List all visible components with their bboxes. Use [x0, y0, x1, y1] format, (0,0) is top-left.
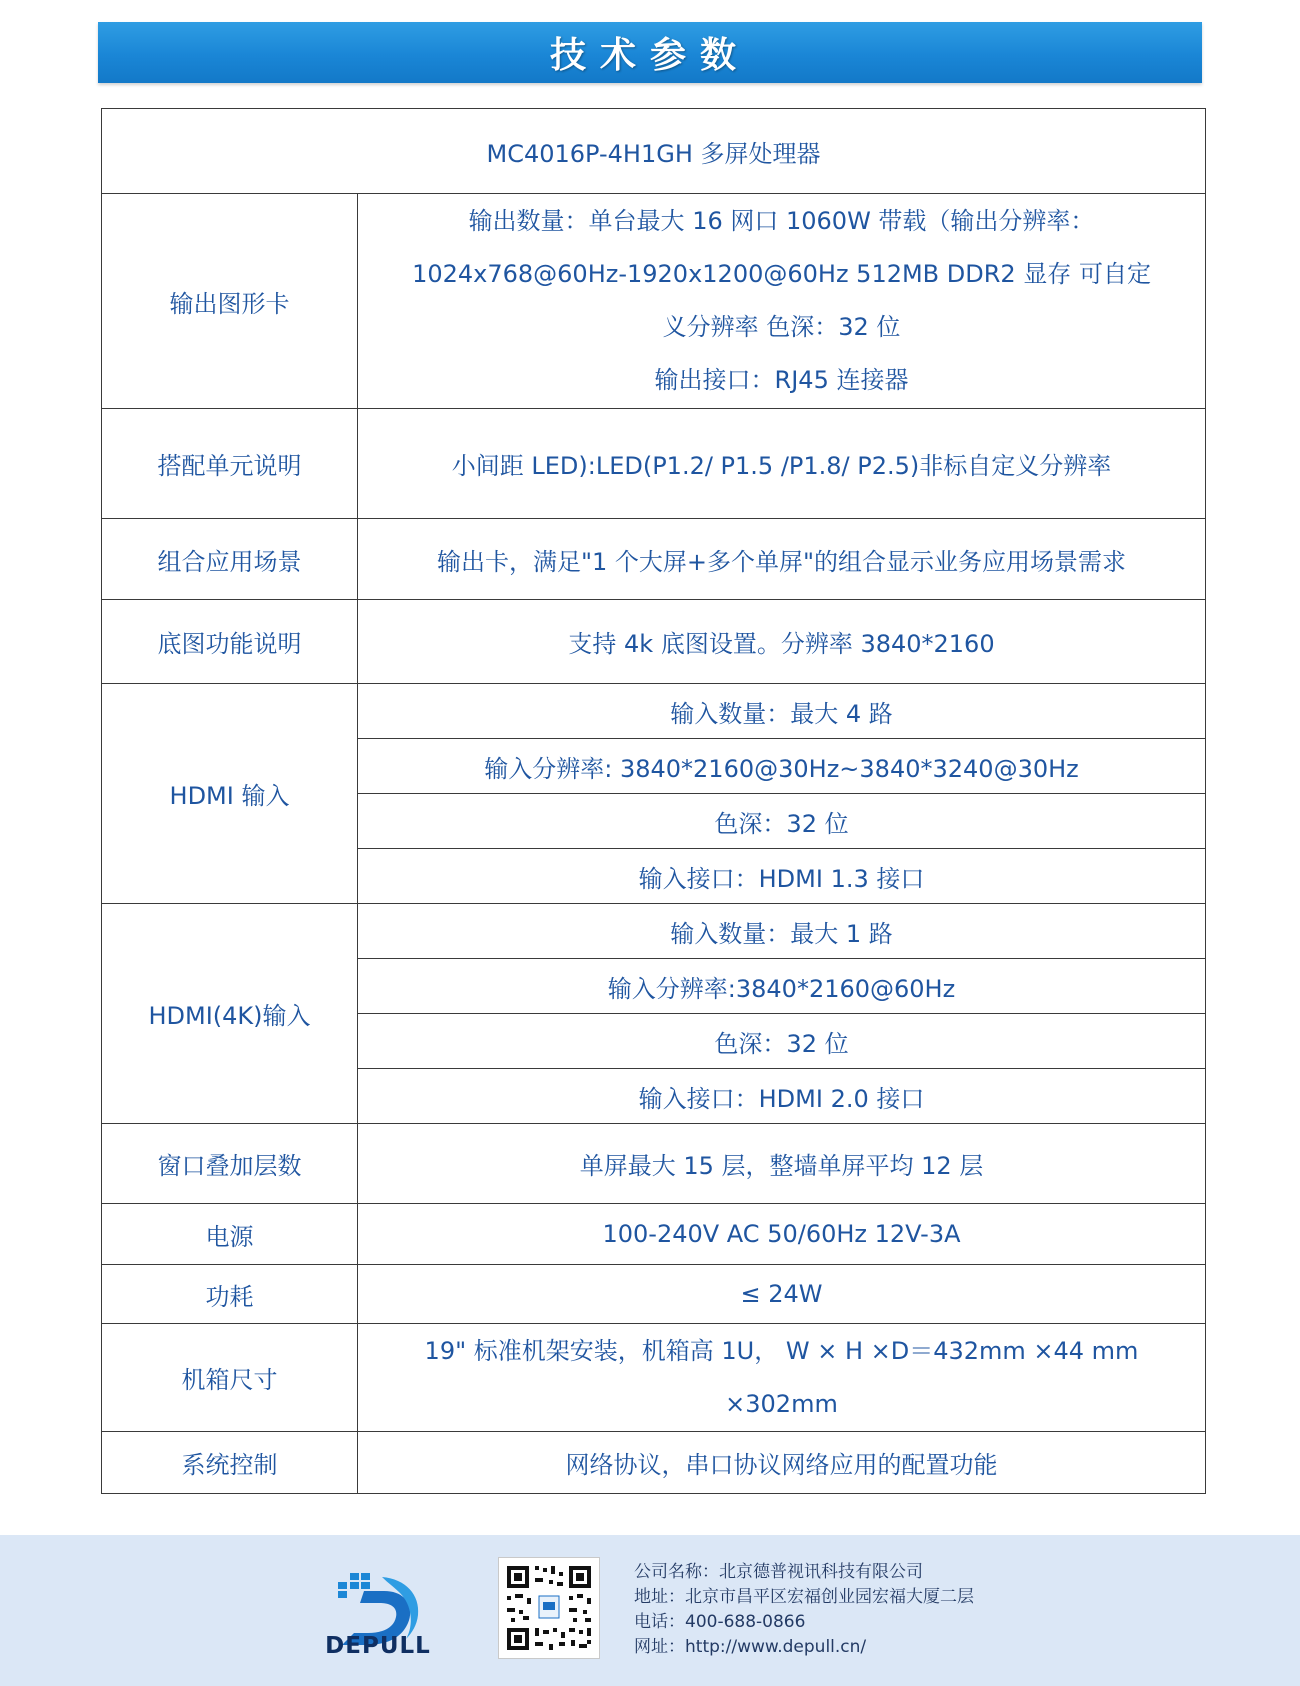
- company-phone: 电话：400-688-0866: [634, 1612, 806, 1632]
- row-label-hdmi4k: HDMI(4K)输入: [102, 904, 358, 1124]
- output-card-line: 义分辨率 色深：32 位: [662, 313, 901, 341]
- chassis-line: 19" 标准机架安装，机箱高 1U， W × H ×D＝432mm ×44 mm: [424, 1336, 1139, 1365]
- banner-title: 技术参数: [549, 35, 750, 76]
- row-value-base: 支持 4k 底图设置。分辨率 3840*2160: [358, 600, 1206, 684]
- table-row: [102, 1265, 1206, 1324]
- output-card-line: 1024x768@60Hz-1920x1200@60Hz 512MB DDR2 显存 可自定: [412, 260, 1151, 288]
- product-title: MC4016P-4H1GH 多屏处理器: [102, 109, 1206, 194]
- table-row: [102, 684, 1206, 739]
- row-label-hdmi: HDMI 输入: [102, 684, 358, 904]
- row-label-control: 系统控制: [102, 1432, 358, 1494]
- contact-info: [634, 1560, 974, 1660]
- title-banner: [98, 22, 1202, 83]
- brand-name: DEPULL: [325, 1633, 431, 1659]
- hdmi-input-count: 输入数量：最大 4 路: [358, 684, 1206, 739]
- row-value-consumption: ≤ 24W: [358, 1265, 1206, 1324]
- output-card-line: 输出数量：单台最大 16 网口 1060W 带载（输出分辨率：: [468, 207, 1095, 235]
- row-value-scene: 输出卡，满足"1 个大屏+多个单屏"的组合显示业务应用场景需求: [358, 519, 1206, 600]
- company-name: 公司名称：北京德普视讯科技有限公司: [634, 1562, 923, 1582]
- table-row: [102, 600, 1206, 684]
- company-website: 网址：http://www.depull.cn/: [634, 1637, 867, 1657]
- table-row: [102, 1204, 1206, 1265]
- output-card-line: 输出接口：RJ45 连接器: [654, 366, 909, 394]
- table-row: [102, 1432, 1206, 1494]
- row-value-output-card: [358, 194, 1206, 409]
- row-label-base: 底图功能说明: [102, 600, 358, 684]
- table-row: [102, 1324, 1206, 1432]
- table-row: [102, 519, 1206, 600]
- row-value-layers: 单屏最大 15 层，整墙单屏平均 12 层: [358, 1124, 1206, 1204]
- hdmi4k-input-count: 输入数量：最大 1 路: [358, 904, 1206, 959]
- row-value-control: 网络协议，串口协议网络应用的配置功能: [358, 1432, 1206, 1494]
- hdmi-color-depth: 色深：32 位: [358, 794, 1206, 849]
- row-value-chassis: [358, 1324, 1206, 1432]
- row-value-unit: 小间距 LED):LED(P1.2/ P1.5 /P1.8/ P2.5)非标自定义分辨率: [358, 409, 1206, 519]
- chassis-line: ×302mm: [725, 1389, 838, 1418]
- row-label-chassis: 机箱尺寸: [102, 1324, 358, 1432]
- row-label-unit: 搭配单元说明: [102, 409, 358, 519]
- hdmi-interface: 输入接口：HDMI 1.3 接口: [358, 849, 1206, 904]
- table-row: [102, 109, 1206, 194]
- row-label-layers: 窗口叠加层数: [102, 1124, 358, 1204]
- table-row: [102, 194, 1206, 409]
- row-label-output-card: 输出图形卡: [102, 194, 358, 409]
- table-row: [102, 904, 1206, 959]
- company-address: 地址：北京市昌平区宏福创业园宏福大厦二层: [634, 1587, 974, 1607]
- hdmi4k-color-depth: 色深：32 位: [358, 1014, 1206, 1069]
- hdmi4k-interface: 输入接口：HDMI 2.0 接口: [358, 1069, 1206, 1124]
- hdmi4k-input-resolution: 输入分辨率:3840*2160@60Hz: [358, 959, 1206, 1014]
- row-label-consumption: 功耗: [102, 1265, 358, 1324]
- table-row: [102, 1124, 1206, 1204]
- row-label-power: 电源: [102, 1204, 358, 1265]
- row-value-power: 100-240V AC 50/60Hz 12V-3A: [358, 1204, 1206, 1265]
- qr-code-icon: [498, 1557, 600, 1659]
- hdmi-input-resolution: 输入分辨率: 3840*2160@30Hz~3840*3240@30Hz: [358, 739, 1206, 794]
- row-label-scene: 组合应用场景: [102, 519, 358, 600]
- table-row: [102, 409, 1206, 519]
- spec-table: [101, 108, 1206, 1494]
